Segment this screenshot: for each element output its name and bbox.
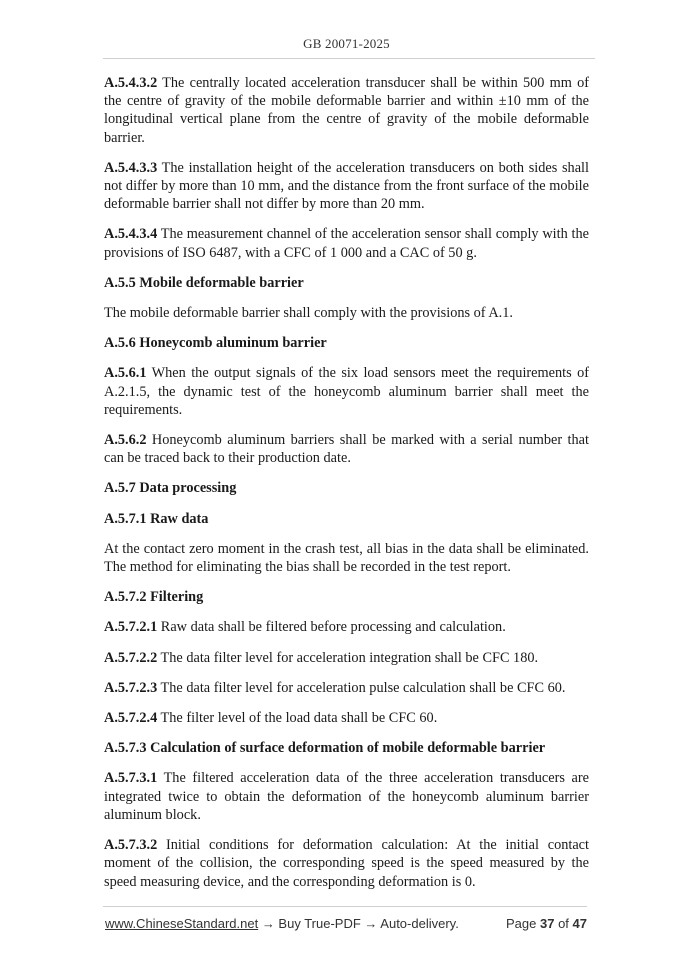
clause-number: A.5.7.3.2 (104, 837, 158, 854)
page-number (506, 916, 587, 931)
clause-paragraph (104, 709, 589, 727)
clause-text: The measurement channel of the acceleration sensor shall comply with the provisions of ISO 6487, with a CFC of 1 000 and a CAC of 50 g. (104, 226, 589, 261)
section-heading: A.5.7.3 Calculation of surface deformation of mobile deformable barrier (104, 740, 546, 757)
section-heading: A.5.6 Honeycomb aluminum barrier (104, 335, 327, 352)
section-heading: A.5.7.2 Filtering (104, 589, 204, 606)
page-word: Page (506, 916, 540, 931)
clause-number: A.5.6.1 (104, 365, 147, 382)
clause-paragraph (104, 769, 589, 824)
clause-text: The installation height of the acceleration transducers on both sides shall not differ by more than 10 mm, and the distance from the front surface of the mobile deformable barrier shall not differ by more than 20 mm. (104, 159, 589, 213)
clause-number: A.5.7.2.2 (104, 649, 158, 666)
clause-number: A.5.7.2.4 (104, 710, 158, 727)
clause-paragraph (104, 225, 589, 261)
page-content (104, 74, 589, 903)
clause-paragraph (104, 159, 589, 214)
clause-text: The filtered acceleration data of the three acceleration transducers are integrated twice to obtain the deformation of the honeycomb aluminum barrier aluminum block. (104, 770, 589, 823)
clause-text: Initial conditions for deformation calculation: At the initial contact moment of the collision, the corresponding speed is the speed measured by the speed measuring device, and the corresponding deformation is 0. (104, 837, 589, 890)
clause-number: A.5.4.3.4 (104, 226, 158, 243)
clause-text: The data filter level for acceleration pulse calculation shall be CFC 60. (157, 679, 566, 696)
page-current: 37 (539, 916, 555, 931)
site-link[interactable]: www.ChineseStandard.net (105, 916, 259, 931)
page-total: 47 (572, 916, 587, 931)
section-heading: A.5.7.1 Raw data (104, 510, 209, 527)
footer-tagline: → Buy True-PDF → Auto-delivery. (258, 916, 459, 931)
clause-number: A.5.7.3.1 (104, 770, 158, 787)
of-word: of (554, 916, 573, 931)
clause-text: The filter level of the load data shall be CFC 60. (157, 710, 438, 727)
clause-text: The data filter level for acceleration integration shall be CFC 180. (157, 649, 539, 666)
footer-left (105, 916, 459, 931)
clause-number: A.5.6.2 (104, 432, 147, 449)
clause-paragraph (104, 540, 589, 576)
footer-rule (103, 906, 587, 907)
clause-number: A.5.4.3.2 (104, 75, 158, 91)
page-header: GB 20071-2025 (303, 36, 390, 51)
clause-number: A.5.4.3.3 (104, 159, 158, 176)
section-heading: A.5.7 Data processing (104, 480, 237, 497)
clause-paragraph (104, 679, 589, 697)
clause-paragraph (104, 74, 589, 147)
clause-paragraph (104, 304, 589, 322)
clause-text: Honeycomb aluminum barriers shall be marked with a serial number that can be traced back to their production date. (104, 432, 589, 467)
clause-text: When the output signals of the six load sensors meet the requirements of A.2.1.5, the dynamic test of the honeycomb aluminum barrier shall meet the requirements. (104, 365, 589, 418)
clause-number: A.5.7.2.1 (104, 619, 158, 636)
clause-text: The mobile deformable barrier shall comply with the provisions of A.1. (104, 305, 513, 322)
clause-text: Raw data shall be filtered before processing and calculation. (157, 619, 506, 636)
clause-paragraph (104, 431, 589, 467)
clause-paragraph (104, 618, 589, 636)
clause-text: The centrally located acceleration transducer shall be within 500 mm of the centre of gravity of the mobile deformable barrier and within ±10 mm of the longitudinal vertical plane from the centre of gravity of the mobile deformable barrier. (104, 75, 589, 146)
section-heading: A.5.5 Mobile deformable barrier (104, 274, 304, 291)
clause-paragraph (104, 364, 589, 419)
clause-paragraph (104, 649, 589, 667)
clause-number: A.5.7.2.3 (104, 679, 158, 696)
header-rule (103, 58, 595, 59)
clause-paragraph (104, 836, 589, 891)
clause-text: At the contact zero moment in the crash test, all bias in the data shall be eliminated. The method for eliminating the bias shall be recorded in the test report. (104, 540, 589, 576)
